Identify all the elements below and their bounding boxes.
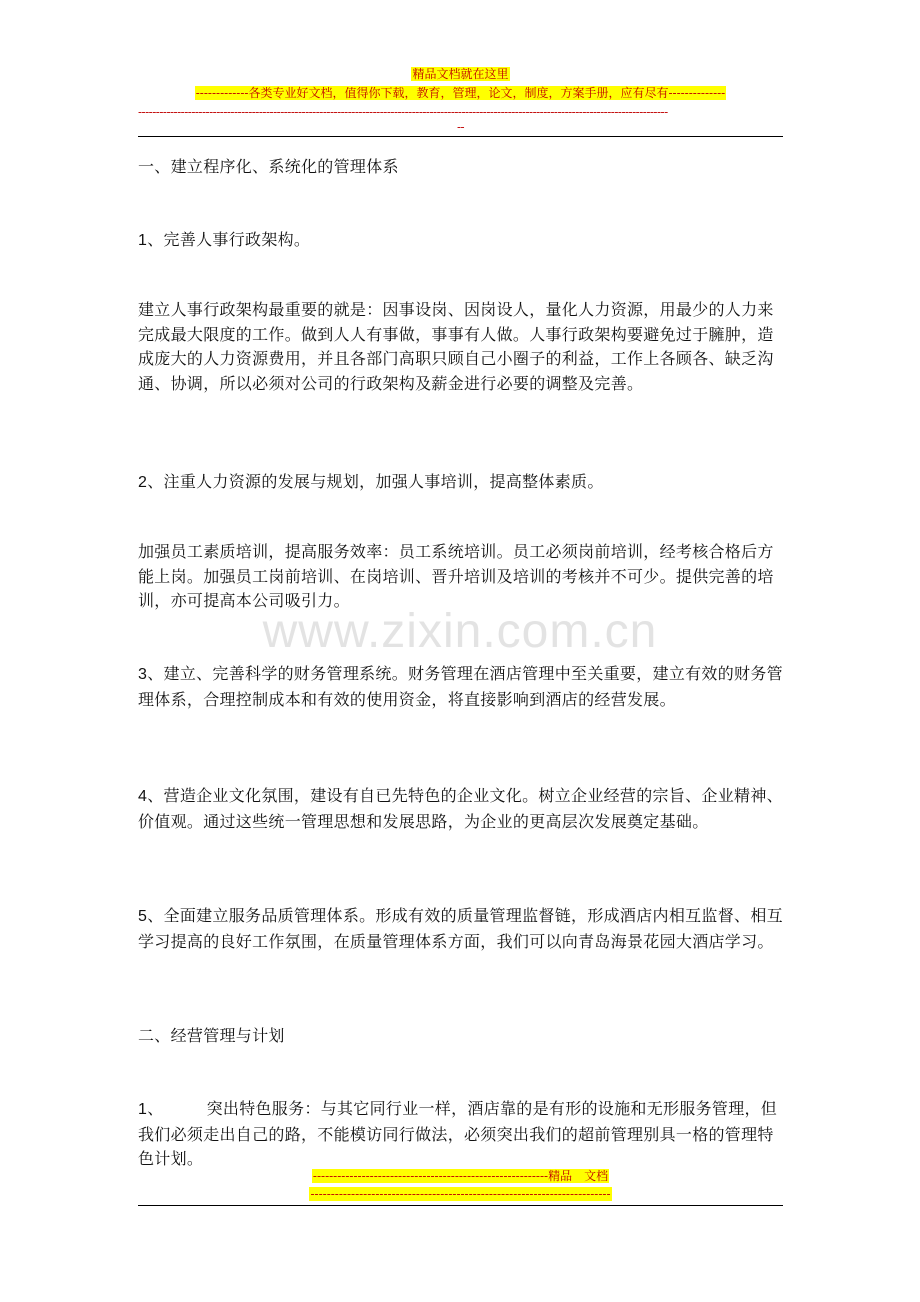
- footer-title: [138, 1168, 783, 1184]
- item-number: 1: [138, 232, 148, 249]
- watermark: www.zixin.com.cn: [262, 605, 658, 658]
- header-dashes: -----------------------------------------------------------------------------------------------------------------------------------------------------: [138, 105, 668, 119]
- header-title-text: 精品文档就在这里: [412, 67, 509, 81]
- header-rule: [138, 136, 783, 137]
- item-text: 注重人力资源的发展与规划，加强人事培训，提高整体素质。: [163, 472, 604, 491]
- item-separator: 、: [147, 786, 164, 805]
- header-tagline: [138, 85, 783, 101]
- subsection-5: [138, 904, 783, 954]
- item-number: 2: [138, 474, 148, 491]
- section-heading-1: 一、建立程序化、系统化的管理体系: [138, 157, 399, 176]
- subsection-3: [138, 662, 783, 712]
- item-text: 全面建立服务品质管理体系。形成有效的质量管理监督链，形成酒店内相互监督、相互学习提高的良好工作氛围，在质量管理体系方面，我们可以向青岛海景花园大酒店学习。: [138, 906, 783, 951]
- header-tagline-text: -------------各类专业好文档，值得你下载，教育，管理，论文，制度，方案手册，应有尽有--------------: [195, 86, 726, 100]
- paragraph-2: 加强员工素质培训，提高服务效率：员工系统培训。员工必须岗前培训，经考核合格后方能上岗。加强员工岗前培训、在岗培训、晋升培训及培训的考核并不可少。提供完善的培训，亦可提高本公司吸引力。: [138, 542, 774, 610]
- item-separator: 、: [147, 472, 164, 491]
- paragraph-1: 建立人事行政架构最重要的就是：因事设岗、因岗设人，量化人力资源，用最少的人力来完成最大限度的工作。做到人人有事做，事事有人做。人事行政架构要避免过于臃肿，造成庞大的人力资源费用，并且各部门高职只顾自己小圈子的利益，工作上各顾各、缺乏沟通、协调，所以必须对公司的行政架构及薪金进行必要的调整及完善。: [138, 300, 774, 393]
- item-separator: 、: [147, 906, 164, 925]
- item-text: 完善人事行政架构。: [163, 230, 311, 249]
- footer-dashes-text: --------------------------------------------------------------------------: [310, 1187, 611, 1201]
- header-dashes-tail: --: [456, 120, 465, 134]
- footer-dashes: [138, 1186, 783, 1202]
- item-number: 4: [138, 788, 148, 805]
- item-separator: 、: [147, 1099, 207, 1118]
- subsection-1-title: [138, 228, 783, 254]
- item-text: 建立、完善科学的财务管理系统。财务管理在酒店管理中至关重要，建立有效的财务管理体系，合理控制成本和有效的使用资金，将直接影响到酒店的经营发展。: [138, 664, 783, 709]
- footer-title-text: ----------------------------------------------------------精品 文档: [312, 1169, 609, 1183]
- item-text: 营造企业文化氛围，建设有自已先特色的企业文化。树立企业经营的宗旨、企业精神、价值观。通过这些统一管理思想和发展思路，为企业的更高层次发展奠定基础。: [138, 786, 783, 831]
- item-separator: 、: [147, 664, 164, 683]
- header-title: [138, 66, 783, 82]
- item-number: 1: [138, 1101, 148, 1118]
- subsection-2-title: [138, 470, 783, 496]
- subsection-6: [138, 1097, 783, 1172]
- subsection-4: [138, 784, 783, 834]
- item-text: 突出特色服务：与其它同行业一样，酒店靠的是有形的设施和无形服务管理，但我们必须走出自己的路，不能模访同行做法，必须突出我们的超前管理别具一格的管理特色计划。: [138, 1099, 778, 1168]
- item-number: 3: [138, 666, 148, 683]
- section-heading-2: 二、经营管理与计划: [138, 1026, 285, 1045]
- item-number: 5: [138, 908, 148, 925]
- item-separator: 、: [147, 230, 164, 249]
- footer-rule: [138, 1205, 783, 1206]
